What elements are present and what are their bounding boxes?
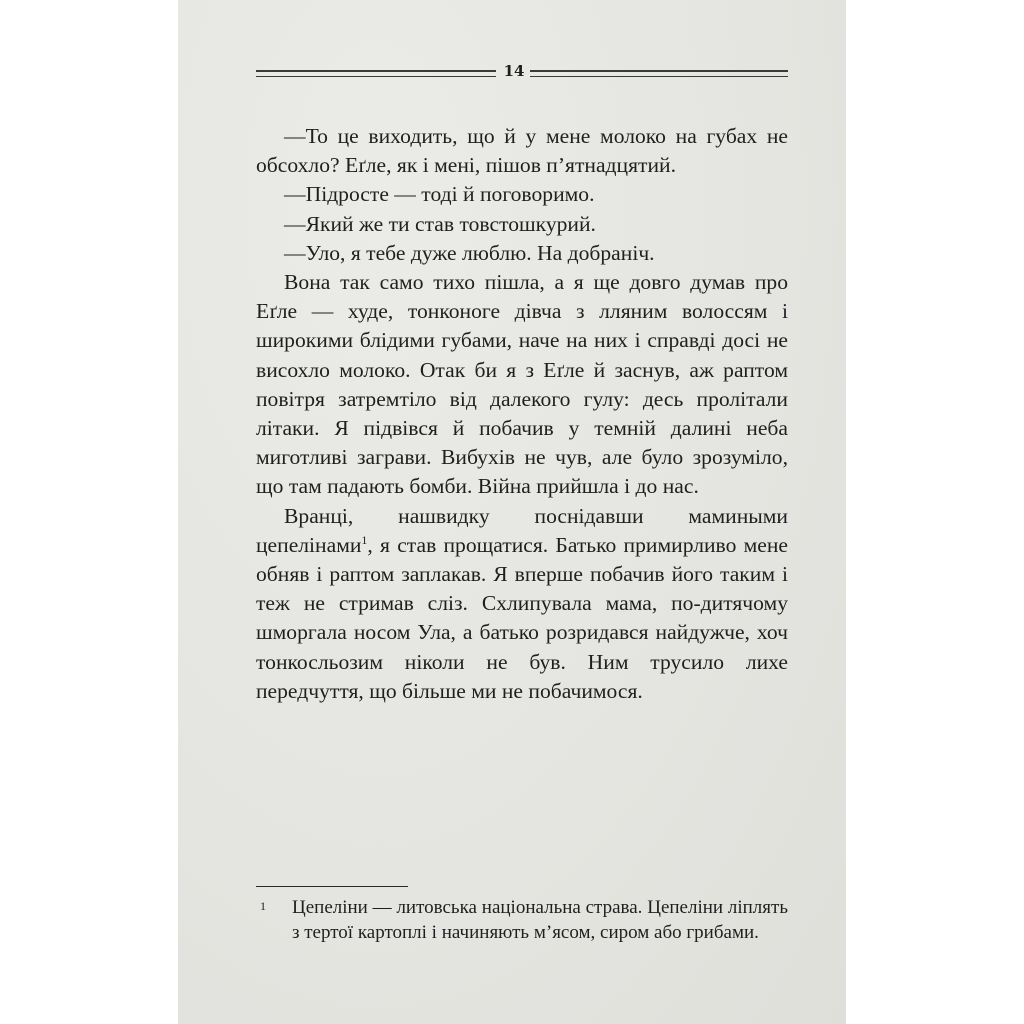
paragraph: —Підросте — тоді й поговоримо. — [284, 182, 595, 207]
footnote-reference: 1 — [361, 532, 368, 547]
footnote — [256, 896, 788, 945]
header-rule-right — [530, 70, 788, 77]
page-header — [256, 62, 788, 84]
paragraph-text: , я став прощатися. Батько примирливо мене обняв і раптом заплакав. Я вперше побачив його таким і теж не стримав сліз. Схлипувала мама, по-дитячому шморгала носом Ула, а батько розридався найдужче, хоч тонкосльозим ніколи не був. Ним трусило лихе передчуття, що більше ми не побачимося. — [256, 532, 788, 703]
paragraph: —Який же ти став товстошкурий. — [284, 211, 596, 236]
page-number: 14 — [503, 62, 525, 80]
header-rule-left — [256, 70, 496, 77]
paragraph: —Уло, я тебе дуже люблю. На добраніч. — [284, 240, 655, 265]
footnote-mark: 1 — [260, 899, 266, 913]
footnote-separator — [256, 886, 408, 887]
paragraph: —То це виходить, що й у мене молоко на губах не обсохло? Еґле, як і мені, пішов п’ятнадцятий. — [256, 124, 788, 178]
body-text — [256, 122, 788, 706]
paragraph — [256, 502, 788, 706]
paragraph-text: Вранці, нашвидку поснідавши мамиными цепелінами — [256, 503, 788, 557]
footnote-text: Цепеліни — литовська національна страва. Цепеліни ліплять з тертої картоплі і начиняють м’ясом, сиром або грибами. — [292, 897, 788, 943]
paragraph: Вона так само тихо пішла, а я ще довго думав про Еґле — худе, тонконоге дівча з лляним волоссям і широкими блідими губами, наче на них і справді досі не висохло молоко. Отак би я з Еґле й заснув, аж раптом повітря затремтіло від далекого гулу: десь пролітали літаки. Я підвівся й побачив у темній далині неба миготливі заграви. Вибухів не чув, але було зрозуміло, що там падають бомби. Війна прийшла і до нас. — [256, 270, 788, 499]
book-page — [178, 0, 846, 1024]
